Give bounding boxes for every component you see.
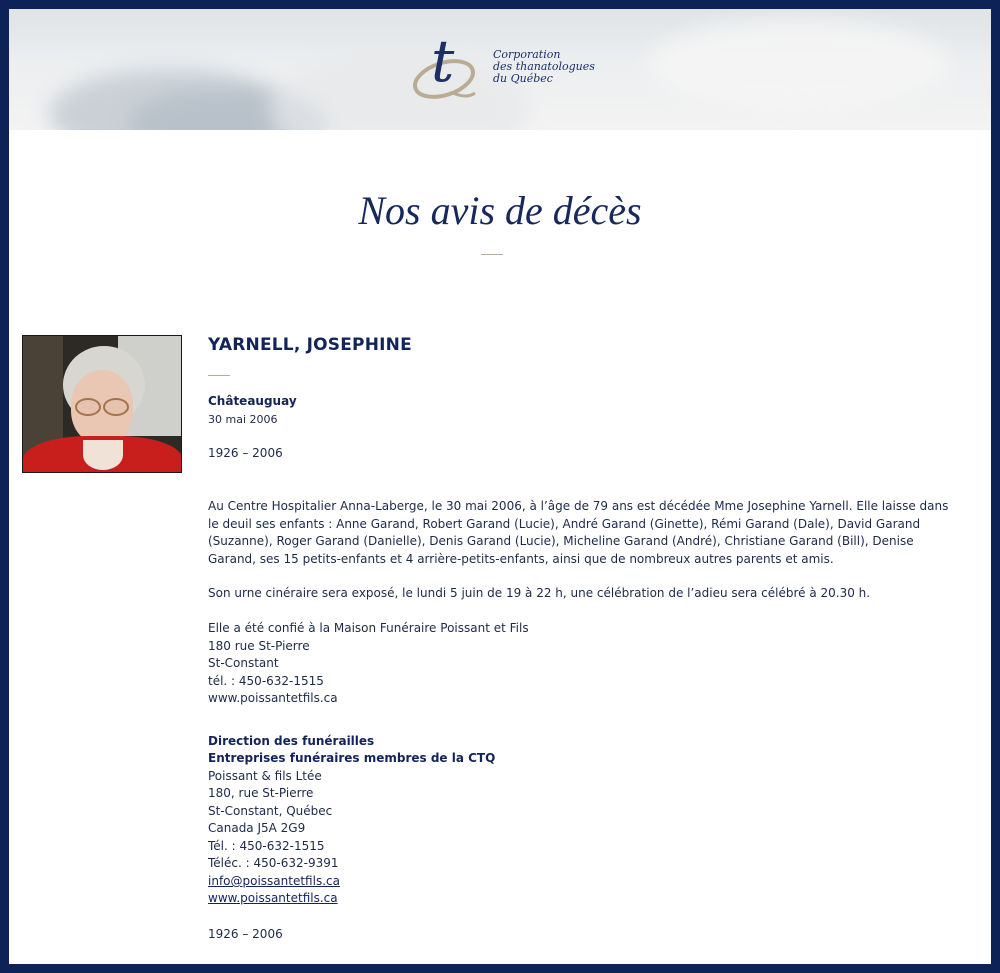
- funeral-direction-subheading: Entreprises funéraires membres de la CTQ: [208, 751, 496, 765]
- logo-text: [493, 49, 595, 85]
- obituary-years: 1926 – 2006: [208, 446, 283, 460]
- deceased-name: YARNELL, JOSEPHINE: [208, 335, 412, 355]
- page-frame: [9, 9, 991, 964]
- logo-line: du Québec: [493, 72, 553, 85]
- funeral-postal: Canada J5A 2G9: [208, 821, 306, 835]
- obituary-paragraph: Au Centre Hospitalier Anna-Laberge, le 30 mai 2006, à l’âge de 79 ans est décédée Mme Josephine Yarnell. Elle laisse dans le deuil ses enfants : Anne Garand, Robert Garand (Lucie), André Garand (Ginette), Rémi Garand (Dale), David Garand (Suzanne), Roger Garand (Danielle), Denis Garand (Lucie), Micheline Garand (André), Christiane Garand (Bill), Denise Garand, ses 15 petits-enfants et 4 arrière-petits-enfants, ainsi que de nombreux autres parents et amis.: [208, 499, 949, 566]
- logo-line: Corporation: [493, 48, 561, 61]
- obituary-date: 30 mai 2006: [208, 413, 278, 426]
- site-header: [9, 9, 991, 130]
- funeral-city: St-Constant, Québec: [208, 804, 333, 818]
- header-cloud: [649, 19, 949, 109]
- logo-line: des thanatologues: [493, 60, 595, 73]
- obituary-phone: tél. : 450-632-1515: [208, 674, 324, 688]
- obituary-funeral-home: Elle a été confié à la Maison Funéraire Poissant et Fils: [208, 621, 529, 635]
- obituary-city: Châteauguay: [208, 394, 297, 408]
- logo-letter: t: [431, 27, 455, 95]
- ctq-logo-icon: [409, 27, 479, 107]
- funeral-email-link[interactable]: info@poissantetfils.ca: [208, 874, 340, 888]
- obituary-website: www.poissantetfils.ca: [208, 691, 338, 705]
- page-title: Nos avis de décès: [358, 188, 642, 233]
- obituary-address: 180 rue St-Pierre: [208, 639, 310, 653]
- obituary-paragraph: Son urne cinéraire sera exposé, le lundi 5 juin de 19 à 22 h, une célébration de l’adieu sera célébré à 20.30 h.: [208, 586, 871, 600]
- funeral-phone: Tél. : 450-632-1515: [208, 839, 325, 853]
- ctq-logo[interactable]: [409, 27, 609, 117]
- name-divider: [208, 375, 230, 376]
- funeral-street: 180, rue St-Pierre: [208, 786, 314, 800]
- funeral-fax: Téléc. : 450-632-9391: [208, 856, 339, 870]
- title-divider: [481, 254, 503, 255]
- funeral-website-link[interactable]: www.poissantetfils.ca: [208, 891, 338, 905]
- footer-years: 1926 – 2006: [208, 927, 283, 941]
- obituary-address: St-Constant: [208, 656, 279, 670]
- funeral-company: Poissant & fils Ltée: [208, 769, 322, 783]
- deceased-photo: [22, 335, 182, 473]
- funeral-direction-heading: Direction des funérailles: [208, 734, 375, 748]
